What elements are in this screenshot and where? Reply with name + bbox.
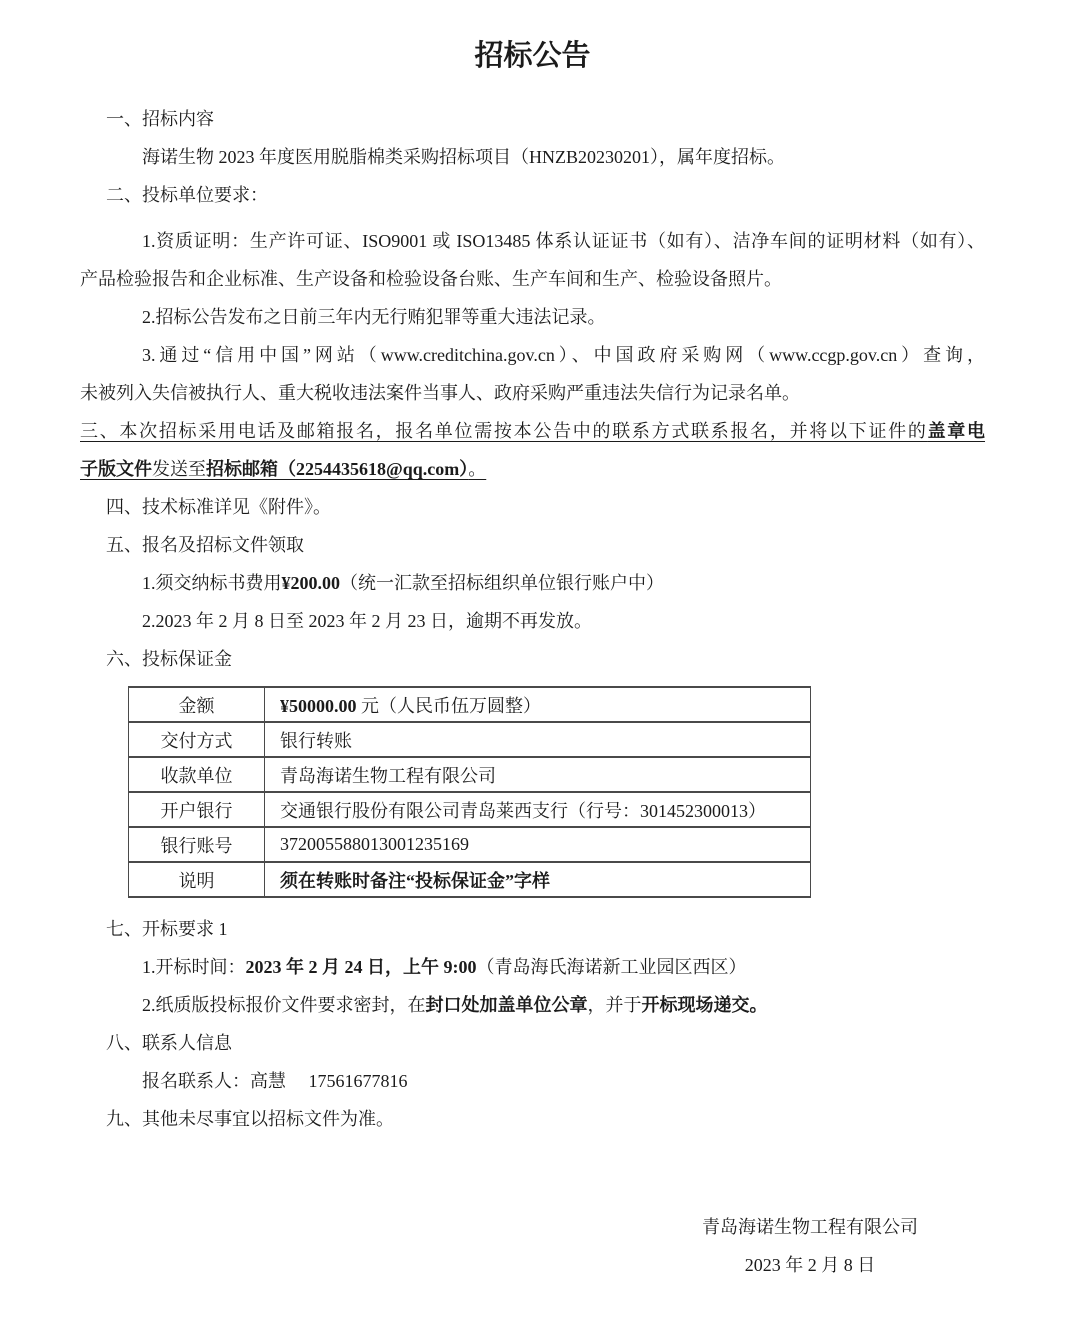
text-segment: 开标现场递交。 [641,995,768,1015]
signature-date: 2023 年 2 月 8 日 [744,1255,876,1275]
section-8-heading: 八、联系人信息 [106,1033,232,1053]
section-7-item-2 [80,986,985,1024]
table-row-label: 金额 [129,687,265,722]
table-row-value [265,827,811,862]
text-segment: ¥200.00 [281,573,340,593]
table-row-value [265,687,811,722]
text-segment: ，并于 [587,995,642,1015]
text-segment: 子版文件 [80,459,152,479]
section-2-item-3-line-2: 未被列入失信被执行人、重大税收违法案件当事人、政府采购严重违法失信行为记录名单。 [80,383,800,403]
table-row-label: 交付方式 [129,722,265,757]
contact-person-line: 报名联系人：高慧 17561677816 [142,1071,408,1091]
text-segment: 银行转账 [280,730,352,751]
text-segment: 三、本次招标采用电话及邮箱报名，报名单位需按本公告中的联系方式联系报名，并将以下证件的 [80,421,928,441]
section-2-item-1-line-2: 产品检验报告和企业标准、生产设备和检验设备台账、生产车间和生产、检验设备照片。 [80,269,782,289]
text-segment: 封口处加盖单位公章 [425,995,588,1015]
section-5-item-1 [80,564,985,602]
table-row-label: 说明 [129,862,265,897]
table-row-payment-method [129,722,811,757]
section-3-line-2 [80,450,985,488]
table-row-account-number [129,827,811,862]
table-row-label: 收款单位 [129,757,265,792]
section-7-heading: 七、开标要求 1 [106,919,228,939]
text-segment: 须在转账时备注“投标保证金”字样 [280,870,550,891]
signature-company: 青岛海诺生物工程有限公司 [702,1217,918,1237]
table-row-label: 银行账号 [129,827,265,862]
text-segment: 2.纸质版投标报价文件要求密封，在 [142,995,426,1015]
section-6-heading: 六、投标保证金 [106,649,232,669]
section-5-heading: 五、报名及招标文件领取 [106,535,304,555]
section-2-item-2: 2.招标公告发布之日前三年内无行贿犯罪等重大违法记录。 [142,307,606,327]
table-row-payee [129,757,811,792]
table-row-bank [129,792,811,827]
text-segment: （统一汇款至招标组织单位银行账户中） [340,573,664,593]
page-title: 招标公告 [474,40,591,72]
section-4-heading: 四、技术标准详见《附件》。 [106,497,331,517]
text-segment: 1.须交纳标书费用 [142,573,282,593]
text-segment: 盖章电 [927,421,986,441]
table-row-value [265,757,811,792]
text-segment: 青岛海诺生物工程有限公司 [280,765,496,786]
text-segment: 1.开标时间： [142,957,246,977]
signature-block [660,1208,960,1284]
section-3-line-1 [80,412,985,450]
text-segment: 2023 年 2 月 24 日，上午 9:00 [245,957,477,977]
table-row-note [129,862,811,897]
text-segment: ¥50000.00 [280,695,357,716]
section-2-heading: 二、投标单位要求： [106,185,268,205]
bid-bond-table [128,686,811,898]
text-segment: 元（人民币伍万圆整） [356,695,541,716]
section-9-heading: 九、其他未尽事宜以招标文件为准。 [106,1109,394,1129]
text-segment: 。 [468,459,487,479]
section-2-item-3-line-1: 3.通过“信用中国”网站（www.creditchina.gov.cn）、中国政府采购网（www.ccgp.gov.cn）查询， [142,345,985,365]
table-row-value [265,792,811,827]
section-1-heading: 一、招标内容 [106,109,214,129]
text-segment: 招标邮箱（2254435618@qq.com） [206,459,469,479]
table-row-label: 开户银行 [129,792,265,827]
text-segment: （青岛海氏海诺新工业园区西区） [476,957,747,977]
table-row-amount [129,687,811,722]
table-row-value [265,862,811,897]
text-segment: 372005588013001235169 [280,834,469,854]
section-5-item-2: 2.2023 年 2 月 8 日至 2023 年 2 月 23 日，逾期不再发放。 [142,611,592,631]
section-1-paragraph: 海诺生物 2023 年度医用脱脂棉类采购招标项目（HNZB20230201），属年度招标。 [142,147,785,167]
section-7-item-1 [80,948,985,986]
section-2-item-1-line-1: 1.资质证明：生产许可证、ISO9001 或 ISO13485 体系认证证书（如有）、洁净车间的证明材料（如有）、 [142,231,985,251]
text-segment: 交通银行股份有限公司青岛莱西支行（行号：301452300013） [280,800,766,821]
table-row-value [265,722,811,757]
text-segment: 发送至 [152,459,206,479]
